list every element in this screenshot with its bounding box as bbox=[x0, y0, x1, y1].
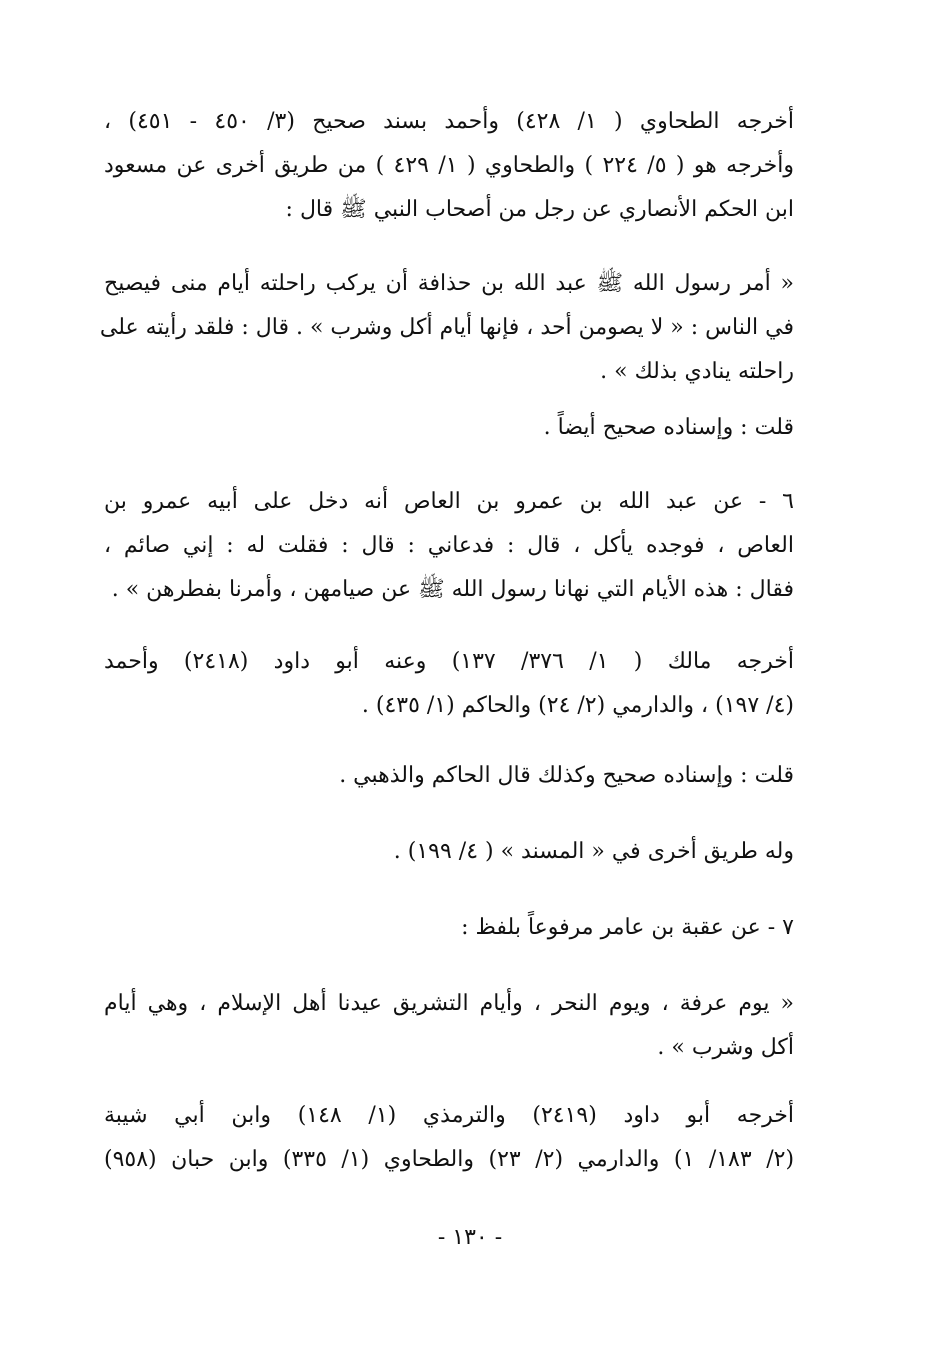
paragraph-hadith-7-intro bbox=[104, 906, 794, 950]
text-line: قلت : وإسناده صحيح وكذلك قال الحاكم والذهبي . bbox=[339, 763, 794, 788]
text-line: ابن الحكم الأنصاري عن رجل من أصحاب النبي ﷺ قال : bbox=[285, 197, 794, 222]
text-line: « يوم عرفة ، ويوم النحر ، وأيام التشريق عيدنا أهل الإسلام ، وهي أيام bbox=[104, 991, 794, 1016]
text-line: ٦ - عن عبد الله بن عمرو بن العاص أنه دخل على أبيه عمرو بن bbox=[104, 489, 794, 514]
text-line: راحلته ينادي بذلك » . bbox=[600, 359, 794, 384]
text-line: « أمر رسول الله ﷺ عبد الله بن حذافة أن يركب راحلته أيام منى فيصيح bbox=[104, 271, 794, 296]
page-number: - ١٣٠ - bbox=[437, 1225, 503, 1250]
text-line: أخرجه الطحاوي ( ١/ ٤٢٨) وأحمد بسند صحيح (٣/ ٤٥٠ - ٤٥١) ، bbox=[104, 109, 795, 134]
text-line: في الناس : « لا يصومن أحد ، فإنها أيام أكل وشرب » . قال : فلقد رأيته على bbox=[99, 315, 794, 340]
text-line: وله طريق أخرى في « المسند » ( ٤/ ١٩٩) . bbox=[393, 839, 794, 864]
text-line: فقال : هذه الأيام التي نهانا رسول الله ﷺ عن صيامهن ، وأمرنا بفطرهن » . bbox=[111, 577, 794, 602]
paragraph-hadith-6 bbox=[104, 480, 794, 612]
text-line: قلت : وإسناده صحيح أيضاً . bbox=[543, 415, 794, 440]
paragraph-hadith-7 bbox=[104, 982, 794, 1070]
text-line: (٢/ ١٨٣/ ١) والدارمي (٢/ ٢٣) والطحاوي (١/ ٣٣٥) وابن حبان (٩٥٨) bbox=[104, 1147, 795, 1172]
paragraph-hadith-abdullah-hudhafa bbox=[99, 262, 794, 394]
text-line: أكل وشرب » . bbox=[657, 1035, 794, 1060]
text-line: أخرجه أبو داود (٢٤١٩) والترمذي (١/ ١٤٨) وابن أبي شيبة bbox=[104, 1103, 795, 1128]
paragraph-takhrij-tahawi bbox=[104, 100, 794, 232]
paragraph-qult-1 bbox=[104, 406, 794, 450]
text-line: أخرجه مالك ( ١/ ٣٧٦/ ١٣٧) وعنه أبو داود (٢٤١٨) وأحمد bbox=[104, 649, 794, 674]
paragraph-musnad-note bbox=[104, 830, 794, 874]
paragraph-takhrij-malik bbox=[104, 640, 794, 728]
text-line: (٤/ ١٩٧) ، والدارمي (٢/ ٢٤) والحاكم (١/ ٤٣٥) . bbox=[361, 693, 794, 718]
paragraph-takhrij-abu-dawud bbox=[104, 1094, 794, 1182]
text-line: ٧ - عن عقبة بن عامر مرفوعاً بلفظ : bbox=[461, 915, 794, 940]
text-line: وأخرجه هو ( ٥/ ٢٢٤ ) والطحاوي ( ١/ ٤٢٩ ) من طريق أخرى عن مسعود bbox=[104, 153, 795, 178]
text-line: العاص ، فوجده يأكل ، قال : فدعاني : قال : فقلت له : إني صائم ، bbox=[104, 533, 794, 558]
paragraph-qult-2 bbox=[104, 754, 794, 798]
